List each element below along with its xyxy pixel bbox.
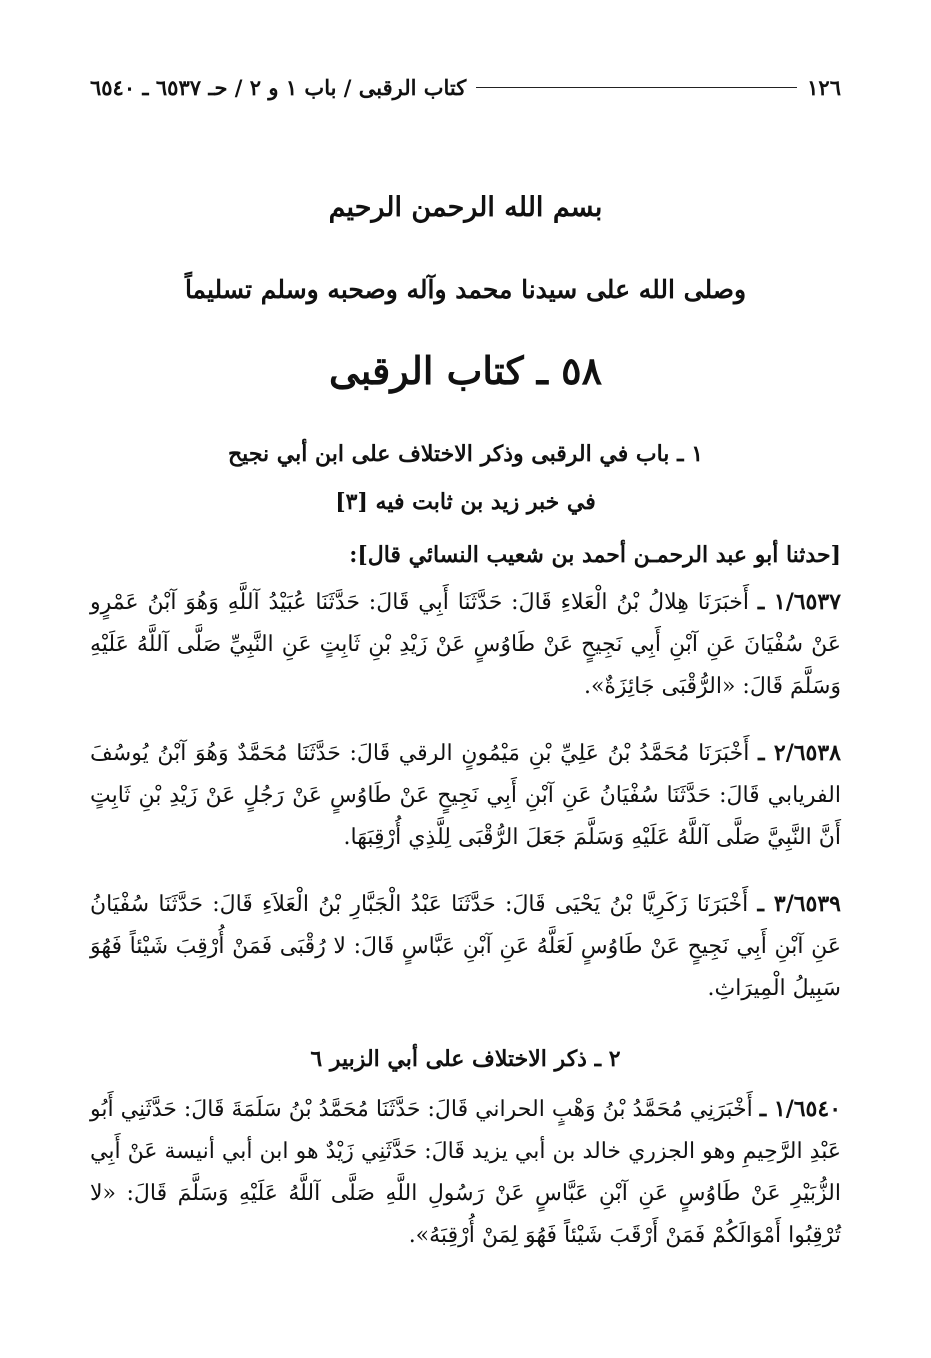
- isnad-intro: [حدثنا أبو عبد الرحمـن أحمد بن شعيب النسائي قال]:: [349, 542, 841, 568]
- header-rule: [476, 87, 797, 88]
- salat-line: وصلى الله على سيدنا محمد وآله وصحبه وسلم تسليماً: [184, 275, 747, 304]
- hadith-text: أَخْبَرَنَا مُحَمَّدُ بْنُ عَلِيِّ بْنِ مَيْمُونٍ الرقي قَالَ: حَدَّثَنَا مُحَمَّدٌ وَهُوَ آبْنُ يُوسُفَ الفريابي قَالَ: حَدَّثَنَا سُفْيَانُ عَنِ آبْنِ أَبِي نَجِيحٍ عَنْ طَاوُسٍ عَنْ رَجُلٍ عَنْ زَيْدِ بْنِ ثَابِتٍ أَنَّ النَّبِيَّ صَلَّى آللَّهُ عَلَيْهِ وَسَلَّمَ جَعَلَ الرُّقْبَى لِلَّذِي أُرْقِبَهَا.: [90, 741, 841, 850]
- page-number: ١٢٦: [807, 74, 841, 100]
- running-head: [90, 70, 841, 104]
- hadith-6539: [90, 883, 841, 1010]
- hadith-6537: [90, 581, 841, 708]
- book-title: ٥٨ ـ كتاب الرقبى: [329, 348, 602, 393]
- chapter-1-heading: ١ ـ باب في الرقبى وذكر الاختلاف على ابن أبي نجيح: [227, 441, 704, 467]
- hadith-number: ٣/٦٥٣٩ ـ: [757, 891, 841, 917]
- hadith-6540: [90, 1088, 841, 1257]
- hadith-text: أَخْبَرَنِي مُحَمَّدُ بْنُ وَهْبٍ الحراني قَالَ: حَدَّثَنَا مُحَمَّدُ بْنُ سَلَمَةَ قَالَ: حَدَّثَنِي أَبُو عَبْدِ الرَّحِيمِ وهو الجزري خالد بن أبي يزيد قَالَ: حَدَّثَنِي زَيْدٌ هو ابن أبي أنيسة عَنْ أَبِي الزُّبَيْرِ عَنْ طَاوُسٍ عَنِ آبْنِ عَبَّاسٍ عَنْ رَسُولِ اللَّهِ صَلَّى آللَّهُ عَلَيْهِ وَسَلَّمَ قَالَ: «لا تُرْقِبُوا أَمْوَالَكُمْ فَمَنْ أَرْقَبَ شَيْئاً فَهُوَ لِمَنْ أُرْقِبَهُ».: [90, 1097, 841, 1248]
- running-title: كتاب الرقبى / باب ١ و ٢ / حـ ٦٥٣٧ ـ ٦٥٤٠: [90, 74, 467, 100]
- chapter-1-subheading: في خبر زيد بن ثابت فيه [٣]: [335, 489, 596, 515]
- basmala: بسم الله الرحمن الرحيم: [328, 192, 603, 223]
- hadith-6538: [90, 732, 841, 859]
- hadith-text: أَخْبَرَنَا زَكَرِيَّا بْنُ يَحْيَى قَالَ: حَدَّثَنَا عَبْدُ الْجَبَّارِ بْنُ الْعَلاَءِ قَالَ: حَدَّثَنَا سُفْيَانُ عَنِ آبْنِ أَبِي نَجِيحٍ عَنْ طَاوُسٍ لَعَلَّهُ عَنِ آبْنِ عَبَّاسٍ قَالَ: لا رُقْبَى فَمَنْ أُرْقِبَ شَيْئاً فَهُوَ سَبِيلُ الْمِيرَاثِ.: [90, 892, 841, 1001]
- chapter-2-heading: ٢ ـ ذكر الاختلاف على أبي الزبير ٦: [310, 1046, 621, 1072]
- hadith-number: ٢/٦٥٣٨ ـ: [758, 740, 841, 766]
- hadith-number: ١/٦٥٣٧ ـ: [757, 589, 841, 615]
- hadith-text: أَخبَرَنَا هِلالُ بْنُ الْعَلاءِ قَالَ: حَدَّثَنَا أَبِي قَالَ: حَدَّثَنَا عُبَيْدُ آللَّهِ وَهُوَ آبْنُ عَمْرٍو عَنْ سُفْيَانَ عَنِ آبْنِ أَبِي نَجِيحٍ عَنْ طَاوُسٍ عَنْ زَيْدِ بْنِ ثَابِتٍ عَنِ النَّبِيِّ صَلَّى آللَّهُ عَلَيْهِ وَسَلَّمَ قَالَ: «الرُّقْبَى جَائِزَةٌ».: [90, 590, 841, 699]
- hadith-number: ١/٦٥٤٠ ـ: [759, 1096, 842, 1122]
